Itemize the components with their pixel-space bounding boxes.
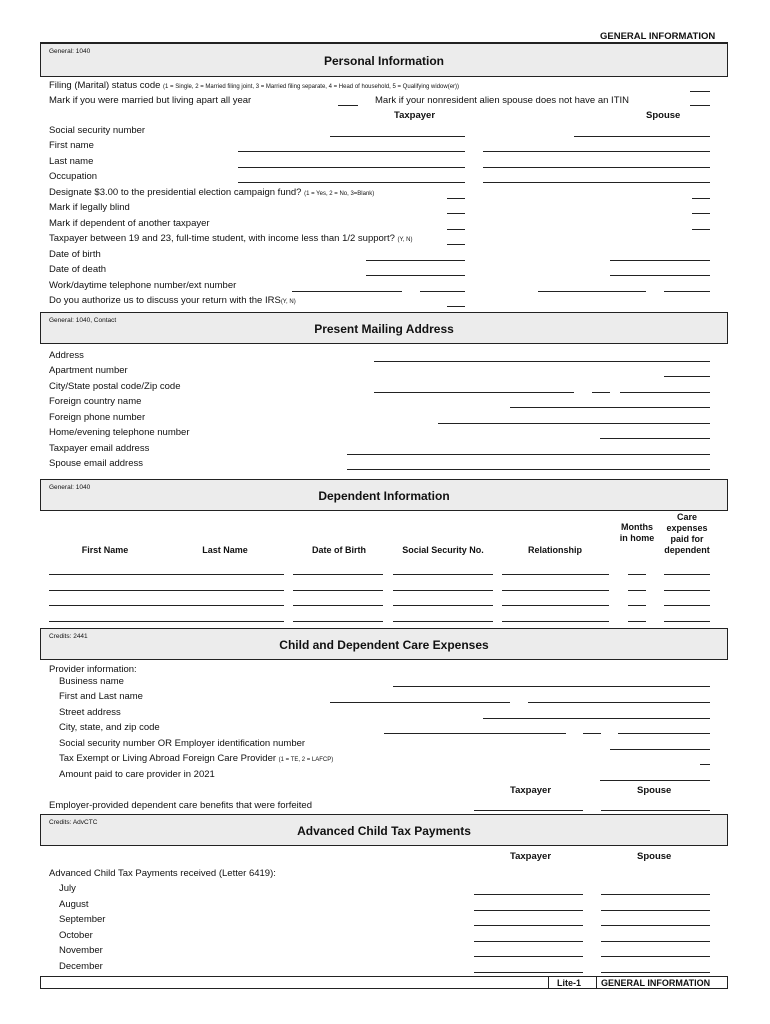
spouse-dob-field[interactable] [610, 260, 710, 261]
month-label: December [59, 961, 103, 972]
col-first-name: First Name [81, 545, 129, 555]
dep-months-field[interactable] [628, 590, 646, 591]
dob-label: Date of birth [49, 249, 101, 260]
spouse-october-field[interactable] [601, 941, 710, 942]
dep-first-name-field[interactable] [49, 621, 284, 622]
spouse-phone-field[interactable] [538, 291, 646, 292]
provider-city-label: City, state, and zip code [59, 722, 160, 733]
dep-months-field[interactable] [628, 621, 646, 622]
taxpayer-email-label: Taxpayer email address [49, 443, 150, 454]
spouse-july-field[interactable] [601, 894, 710, 895]
dependent-section-header [40, 479, 728, 511]
student-field[interactable] [447, 244, 465, 245]
dep-ssn-field[interactable] [393, 590, 493, 591]
taxpayer-forfeited-field[interactable] [474, 810, 583, 811]
provider-first-name-field[interactable] [330, 702, 510, 703]
spouse-email-field[interactable] [347, 469, 710, 470]
spouse-blind-field[interactable] [692, 213, 710, 214]
taxpayer-email-field[interactable] [347, 454, 710, 455]
apartment-label: Apartment number [49, 365, 128, 376]
dep-relationship-field[interactable] [502, 574, 609, 575]
dep-months-field[interactable] [628, 574, 646, 575]
footer-label: GENERAL INFORMATION [601, 978, 711, 988]
irs-label [49, 295, 296, 308]
dep-dob-field[interactable] [293, 621, 383, 622]
taxpayer-dob-field[interactable] [366, 260, 465, 261]
dep-ssn-field[interactable] [393, 605, 493, 606]
first-name-label: First name [49, 140, 94, 151]
care-spouse-col: Spouse [637, 785, 672, 796]
col-ssn: Social Security No. [402, 545, 484, 555]
home-phone-label: Home/evening telephone number [49, 427, 190, 438]
tax-exempt-text: Tax Exempt or Living Abroad Foreign Care Provider [59, 753, 277, 764]
month-label: July [59, 883, 76, 894]
filing-status-text: Filing (Marital) status code [49, 80, 161, 91]
month-label: October [59, 930, 93, 941]
section-code: General: 1040 [49, 484, 91, 491]
spouse-november-field[interactable] [601, 956, 710, 957]
mailing-section-header [40, 312, 728, 344]
page-top-label: GENERAL INFORMATION [600, 31, 716, 42]
dep-care-field[interactable] [664, 590, 710, 591]
page-footer [40, 976, 728, 989]
taxpayer-last-name-field[interactable] [238, 167, 465, 168]
spouse-dependent-field[interactable] [692, 229, 710, 230]
care-taxpayer-col: Taxpayer [510, 785, 552, 796]
taxpayer-col-label: Taxpayer [394, 110, 436, 121]
taxpayer-december-field[interactable] [474, 972, 583, 973]
foreign-country-field[interactable] [510, 407, 710, 408]
taxpayer-dependent-field[interactable] [447, 229, 465, 230]
dep-ssn-field[interactable] [393, 621, 493, 622]
provider-info-label: Provider information: [49, 664, 137, 675]
dep-dob-field[interactable] [293, 574, 383, 575]
spouse-first-name-field[interactable] [483, 151, 710, 152]
section-title: Advanced Child Tax Payments [297, 824, 471, 838]
spouse-august-field[interactable] [601, 910, 710, 911]
taxpayer-ssn-field[interactable] [330, 136, 465, 137]
dep-relationship-field[interactable] [502, 590, 609, 591]
business-name-label: Business name [59, 676, 124, 687]
campaign-text: Designate $3.00 to the presidential election campaign fund? [49, 187, 302, 198]
advctc-taxpayer-col: Taxpayer [510, 851, 552, 862]
section-title: Child and Dependent Care Expenses [279, 638, 489, 652]
spouse-email-label: Spouse email address [49, 458, 143, 469]
spouse-last-name-field[interactable] [483, 167, 710, 168]
campaign-hint: (1 = Yes, 2 = No, 3=Blank) [304, 191, 375, 197]
spouse-september-field[interactable] [601, 925, 710, 926]
taxpayer-july-field[interactable] [474, 894, 583, 895]
foreign-country-label: Foreign country name [49, 396, 142, 407]
spouse-occupation-field[interactable] [483, 182, 710, 183]
amount-paid-field[interactable] [600, 780, 710, 781]
tax-exempt-hint: (1 = TE, 2 = LAFCP) [278, 757, 334, 763]
footer-divider [548, 977, 549, 988]
city-label: City/State postal code/Zip code [49, 381, 181, 392]
student-text: Taxpayer between 19 and 23, full-time student, with income less than 1/2 support? [49, 233, 395, 244]
tax-exempt-field[interactable] [700, 764, 710, 765]
dep-care-field[interactable] [664, 574, 710, 575]
spouse-campaign-field[interactable] [692, 198, 710, 199]
section-title: Dependent Information [318, 489, 450, 503]
dep-care-field[interactable] [664, 605, 710, 606]
address-field[interactable] [374, 361, 710, 362]
spouse-ssn-field[interactable] [574, 136, 710, 137]
ssn-label: Social security number [49, 125, 146, 136]
city-field[interactable] [374, 392, 574, 393]
address-label: Address [49, 350, 84, 361]
street-label: Street address [59, 707, 121, 718]
first-last-label: First and Last name [59, 691, 143, 702]
taxpayer-ext-field[interactable] [420, 291, 465, 292]
apartment-field[interactable] [664, 376, 710, 377]
blind-label: Mark if legally blind [49, 202, 130, 213]
dep-care-field[interactable] [664, 621, 710, 622]
campaign-label [49, 187, 374, 200]
foreign-phone-label: Foreign phone number [49, 412, 146, 423]
last-name-label: Last name [49, 156, 94, 167]
month-label: August [59, 899, 89, 910]
dep-relationship-field[interactable] [502, 605, 609, 606]
col-last-name: Last Name [202, 545, 248, 555]
footer-code: Lite-1 [557, 978, 582, 988]
section-code: General: 1040 [49, 48, 91, 55]
phone-label: Work/daytime telephone number/ext number [49, 280, 237, 291]
forfeited-label: Employer-provided dependent care benefits that were forfeited [49, 800, 312, 811]
care-section-header [40, 628, 728, 660]
provider-city-field[interactable] [384, 733, 566, 734]
dep-ssn-field[interactable] [393, 574, 493, 575]
provider-last-name-field[interactable] [528, 702, 710, 703]
section-code: Credits: AdvCTC [49, 819, 98, 826]
ssn-ein-label: Social security number OR Employer identification number [59, 738, 306, 749]
tax-exempt-label [59, 753, 333, 766]
student-hint: (Y, N) [397, 237, 413, 243]
ssn-ein-field[interactable] [610, 749, 710, 750]
footer-divider [596, 977, 597, 988]
zip-field[interactable] [620, 392, 710, 393]
business-name-field[interactable] [393, 686, 710, 687]
street-field[interactable] [483, 718, 710, 719]
taxpayer-blind-field[interactable] [447, 213, 465, 214]
provider-state-field[interactable] [583, 733, 601, 734]
personal-section-header [40, 43, 728, 77]
taxpayer-august-field[interactable] [474, 910, 583, 911]
filing-status-hint: (1 = Single, 2 = Married filing joint, 3 = Married filing separate, 4 = Head of household, 5 = Qualifying widow(er)) [163, 84, 460, 90]
taxpayer-campaign-field[interactable] [447, 198, 465, 199]
spouse-dod-field[interactable] [610, 275, 710, 276]
month-label: September [59, 914, 106, 925]
filing-status-label [49, 80, 459, 93]
nonresident-label: Mark if your nonresident alien spouse does not have an ITIN [375, 95, 630, 106]
dep-relationship-field[interactable] [502, 621, 609, 622]
married-apart-label: Mark if you were married but living apart all year [49, 95, 252, 106]
spouse-december-field[interactable] [601, 972, 710, 973]
filing-status-field[interactable] [690, 91, 710, 92]
taxpayer-november-field[interactable] [474, 956, 583, 957]
dod-label: Date of death [49, 264, 107, 275]
dep-dob-field[interactable] [293, 590, 383, 591]
occupation-label: Occupation [49, 171, 98, 182]
advctc-received-label: Advanced Child Tax Payments received (Letter 6419): [49, 868, 276, 879]
dep-months-field[interactable] [628, 605, 646, 606]
col-months: Months in home [619, 522, 655, 543]
taxpayer-occupation-field[interactable] [238, 182, 465, 183]
student-label [49, 233, 412, 246]
section-code: Credits: 2441 [49, 633, 88, 640]
state-field[interactable] [592, 392, 610, 393]
irs-field[interactable] [447, 306, 465, 307]
section-code: General: 1040, Contact [49, 317, 117, 324]
taxpayer-october-field[interactable] [474, 941, 583, 942]
month-label: November [59, 945, 103, 956]
irs-hint: (Y, N) [280, 299, 296, 305]
advctc-section-header [40, 814, 728, 846]
spouse-forfeited-field[interactable] [601, 810, 710, 811]
provider-zip-field[interactable] [618, 733, 710, 734]
married-apart-field[interactable] [338, 105, 358, 106]
section-title: Personal Information [323, 54, 445, 68]
taxpayer-dod-field[interactable] [366, 275, 465, 276]
irs-text: Do you authorize us to discuss your return with the IRS [49, 295, 281, 306]
dep-first-name-field[interactable] [49, 605, 284, 606]
col-relationship: Relationship [527, 545, 582, 555]
col-dob: Date of Birth [312, 545, 366, 555]
home-phone-field[interactable] [600, 438, 710, 439]
dep-first-name-field[interactable] [49, 574, 284, 575]
dependent-label: Mark if dependent of another taxpayer [49, 218, 210, 229]
taxpayer-first-name-field[interactable] [238, 151, 465, 152]
spouse-ext-field[interactable] [664, 291, 710, 292]
nonresident-field[interactable] [690, 105, 710, 106]
amount-paid-label: Amount paid to care provider in 2021 [59, 769, 215, 780]
dep-dob-field[interactable] [293, 605, 383, 606]
foreign-phone-field[interactable] [438, 423, 710, 424]
taxpayer-phone-field[interactable] [292, 291, 402, 292]
advctc-spouse-col: Spouse [637, 851, 672, 862]
dep-first-name-field[interactable] [49, 590, 284, 591]
section-title: Present Mailing Address [314, 322, 454, 336]
spouse-col-label: Spouse [646, 110, 681, 121]
col-care-expenses: Care expenses paid for dependent [664, 512, 710, 555]
taxpayer-september-field[interactable] [474, 925, 583, 926]
